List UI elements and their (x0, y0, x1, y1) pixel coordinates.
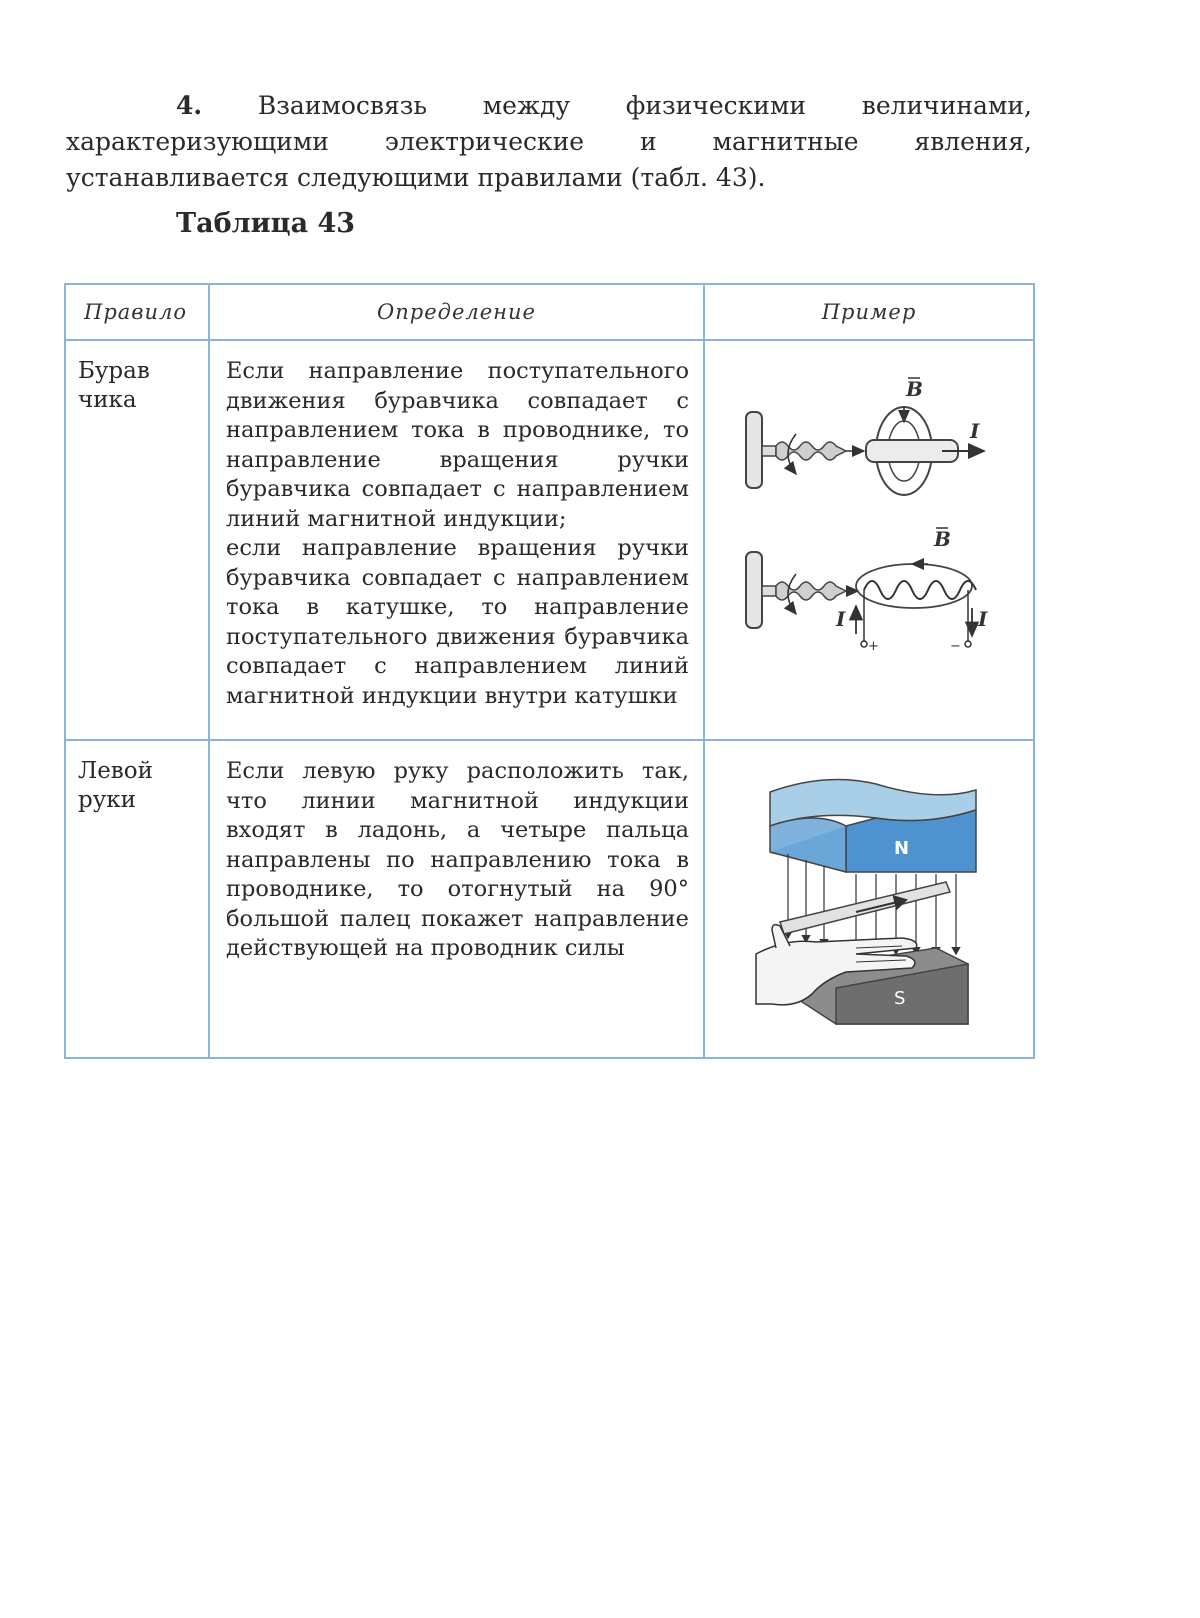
table-title: Таблица 43 (176, 208, 356, 239)
rule-name-left-hand-text: Левой руки (78, 758, 153, 813)
header-example: Пример (704, 284, 1034, 340)
label-i-left: I (836, 607, 846, 631)
label-minus: − (950, 639, 961, 654)
label-b-1: B (906, 377, 923, 401)
definition-gimlet (209, 340, 704, 740)
header-definition: Определение (209, 284, 704, 340)
table-row (65, 740, 1034, 1058)
label-plus: + (868, 639, 879, 654)
gimlet-straight-conductor-figure (746, 377, 984, 495)
rules-table (64, 283, 1035, 1059)
label-i-1: I (970, 419, 980, 443)
definition-gimlet-text: Если направление поступательного движения буравчика совпадает с направлением тока в проводнике, то направление вращения ручки буравчика совпадает с направлением линий магнитной индукции; если направление вращения ручки буравчика совпадает с направлением тока в катушке, то направление поступательного движения буравчика совпадает с направлением линий магнитной индукции внутри катушки (226, 358, 689, 709)
left-hand-rule-illustration (706, 742, 1032, 1040)
table-header-row (65, 284, 1034, 340)
label-i-right: I (978, 607, 988, 631)
rule-name-left-hand (65, 740, 209, 1058)
rule-name-gimlet (65, 340, 209, 740)
example-gimlet (704, 340, 1034, 740)
gimlet-coil-figure (746, 527, 988, 654)
intro-paragraph (66, 88, 1032, 196)
table-row (65, 340, 1034, 740)
example-left-hand (704, 740, 1034, 1058)
definition-left-hand (209, 740, 704, 1058)
intro-number: 4. (176, 91, 203, 120)
rule-name-gimlet-text: Буравчика (78, 358, 150, 413)
magnet-north (770, 780, 976, 873)
label-b-2: B (934, 527, 951, 551)
definition-left-hand-text: Если левую руку расположить так, что линии магнитной индукции входят в ладонь, а четыре пальца направлены по направлению тока в проводнике, то отогнутый на 90° большой палец покажет направление действующей на проводник силы (226, 758, 689, 961)
label-north: N (894, 838, 910, 859)
gimlet-rule-illustration (706, 342, 1032, 722)
label-south: S (894, 988, 906, 1009)
header-rule: Правило (65, 284, 209, 340)
intro-text: Взаимосвязь между физическими величинами, характеризующими электрические и магнитные явления, устанавливается следующими правилами (табл. 43). (66, 91, 1032, 192)
